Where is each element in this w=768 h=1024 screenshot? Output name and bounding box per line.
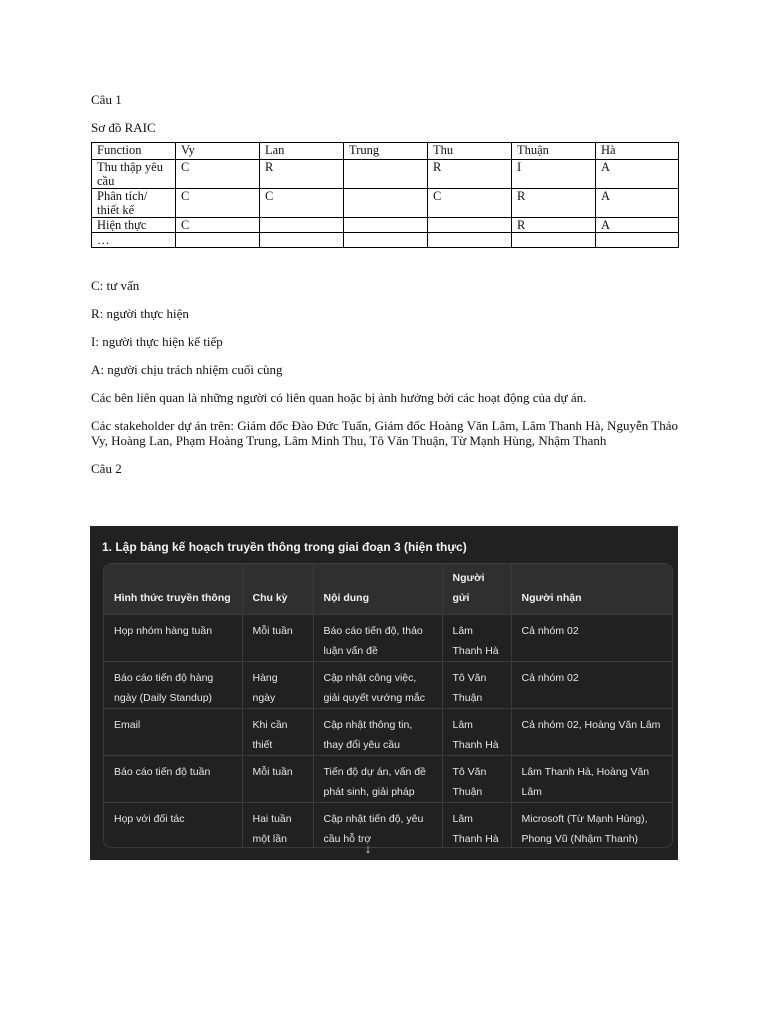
heading-cau-2: Câu 2 xyxy=(91,461,122,476)
table-cell: Cả nhóm 02, Hoàng Văn Lâm xyxy=(511,709,672,756)
stakeholder-definition: Các bên liên quan là những người có liên quan hoặc bị ảnh hưởng bởi các hoạt động của dự án. xyxy=(91,390,587,405)
table-row xyxy=(92,189,679,218)
document-body xyxy=(91,92,678,476)
legend-a: A: người chịu trách nhiệm cuối cùng xyxy=(91,362,283,377)
comm-header-cell: Hình thức truyền thông xyxy=(104,564,242,615)
table-cell xyxy=(512,233,596,248)
table-row xyxy=(104,756,672,803)
table-cell xyxy=(596,233,679,248)
table-cell xyxy=(344,233,428,248)
table-cell xyxy=(260,233,344,248)
table-cell xyxy=(176,233,260,248)
table-cell: Mỗi tuần xyxy=(242,756,313,803)
comm-header-cell: Người nhận xyxy=(511,564,672,615)
table-cell: Khi cần thiết xyxy=(242,709,313,756)
table-cell: C xyxy=(428,189,512,218)
table-cell: Thu thập yêu cầu xyxy=(92,160,176,189)
comm-header-row xyxy=(104,564,672,615)
table-row xyxy=(92,218,679,233)
table-cell: R xyxy=(512,189,596,218)
table-cell: C xyxy=(176,189,260,218)
table-cell: Tô Văn Thuận xyxy=(442,662,511,709)
table-cell xyxy=(344,189,428,218)
table-cell: R xyxy=(512,218,596,233)
raic-subheading: Sơ đồ RAIC xyxy=(91,120,156,135)
table-cell: Phân tích/ thiết kế xyxy=(92,189,176,218)
table-cell xyxy=(260,218,344,233)
embedded-screenshot xyxy=(90,526,678,860)
table-cell: Hàng ngày xyxy=(242,662,313,709)
table-cell: Email xyxy=(104,709,242,756)
communication-plan-table-container xyxy=(103,563,673,848)
raic-header-cell: Lan xyxy=(260,143,344,160)
comm-header-cell: Chu kỳ xyxy=(242,564,313,615)
table-cell: Lâm Thanh Hà xyxy=(442,709,511,756)
table-cell: Lâm Thanh Hà xyxy=(442,615,511,662)
table-cell: I xyxy=(512,160,596,189)
table-row xyxy=(104,615,672,662)
table-cell: Cả nhóm 02 xyxy=(511,615,672,662)
table-row xyxy=(92,160,679,189)
table-cell xyxy=(344,218,428,233)
table-cell: Báo cáo tiến độ tuần xyxy=(104,756,242,803)
table-cell: Họp nhóm hàng tuần xyxy=(104,615,242,662)
table-cell: Hiện thực xyxy=(92,218,176,233)
table-cell: Cập nhật tiến độ, yêu cầu hỗ trợ xyxy=(313,803,442,849)
screenshot-title: 1. Lập bảng kế hoạch truyền thông trong giai đoạn 3 (hiện thực) xyxy=(102,540,467,554)
table-cell: Cập nhật công việc, giải quyết vướng mắc xyxy=(313,662,442,709)
raic-header-cell: Vy xyxy=(176,143,260,160)
table-cell: Lâm Thanh Hà, Hoàng Văn Lâm xyxy=(511,756,672,803)
table-row xyxy=(92,233,679,248)
table-cell: R xyxy=(260,160,344,189)
table-cell xyxy=(428,233,512,248)
raic-header-cell: Trung xyxy=(344,143,428,160)
table-row xyxy=(104,662,672,709)
table-cell: … xyxy=(92,233,176,248)
stakeholder-list: Các stakeholder dự án trên: Giám đốc Đào Đức Tuấn, Giám đốc Hoàng Văn Lâm, Lâm Thanh Hà, Nguyễn Thảo Vy, Hoàng Lan, Phạm Hoàng Trung, Lâm Minh Thu, Tô Văn Thuận, Từ Mạnh Hùng, Nhậm Thanh xyxy=(91,418,678,448)
table-cell: Báo cáo tiến độ hàng ngày (Daily Standup) xyxy=(104,662,242,709)
table-cell: C xyxy=(176,218,260,233)
legend-i: I: người thực hiện kế tiếp xyxy=(91,334,223,349)
table-row xyxy=(104,803,672,849)
table-cell: C xyxy=(260,189,344,218)
table-cell xyxy=(428,218,512,233)
communication-plan-table xyxy=(104,564,672,848)
table-cell: Lâm Thanh Hà xyxy=(442,803,511,849)
table-cell: R xyxy=(428,160,512,189)
table-cell: Tiến độ dự án, vấn đề phát sinh, giải pháp xyxy=(313,756,442,803)
table-cell: Tô Văn Thuận xyxy=(442,756,511,803)
table-cell: C xyxy=(176,160,260,189)
raic-header-cell: Thuận xyxy=(512,143,596,160)
raic-header-row xyxy=(92,143,679,160)
table-cell xyxy=(344,160,428,189)
table-cell: Cập nhật thông tin, thay đổi yêu cầu xyxy=(313,709,442,756)
table-cell: Họp với đối tác xyxy=(104,803,242,849)
legend-c: C: tư vấn xyxy=(91,278,140,293)
legend-r: R: người thực hiện xyxy=(91,306,189,321)
raic-header-cell: Thu xyxy=(428,143,512,160)
table-cell: A xyxy=(596,218,679,233)
comm-header-cell: Người gửi xyxy=(442,564,511,615)
table-cell: A xyxy=(596,189,679,218)
table-cell: Cả nhóm 02 xyxy=(511,662,672,709)
table-cell: Hai tuần một lần xyxy=(242,803,313,849)
comm-header-cell: Nội dung xyxy=(313,564,442,615)
arrow-down-icon: ↓ xyxy=(364,841,372,856)
raic-header-cell: Hà xyxy=(596,143,679,160)
heading-cau-1: Câu 1 xyxy=(91,92,122,107)
table-row xyxy=(104,709,672,756)
raic-header-cell: Function xyxy=(92,143,176,160)
table-cell: Microsoft (Từ Mạnh Hùng), Phong Vũ (Nhậm Thanh) xyxy=(511,803,672,849)
table-cell: A xyxy=(596,160,679,189)
table-cell: Mỗi tuần xyxy=(242,615,313,662)
table-cell: Báo cáo tiến độ, thảo luận vấn đề xyxy=(313,615,442,662)
raic-table xyxy=(91,142,679,248)
